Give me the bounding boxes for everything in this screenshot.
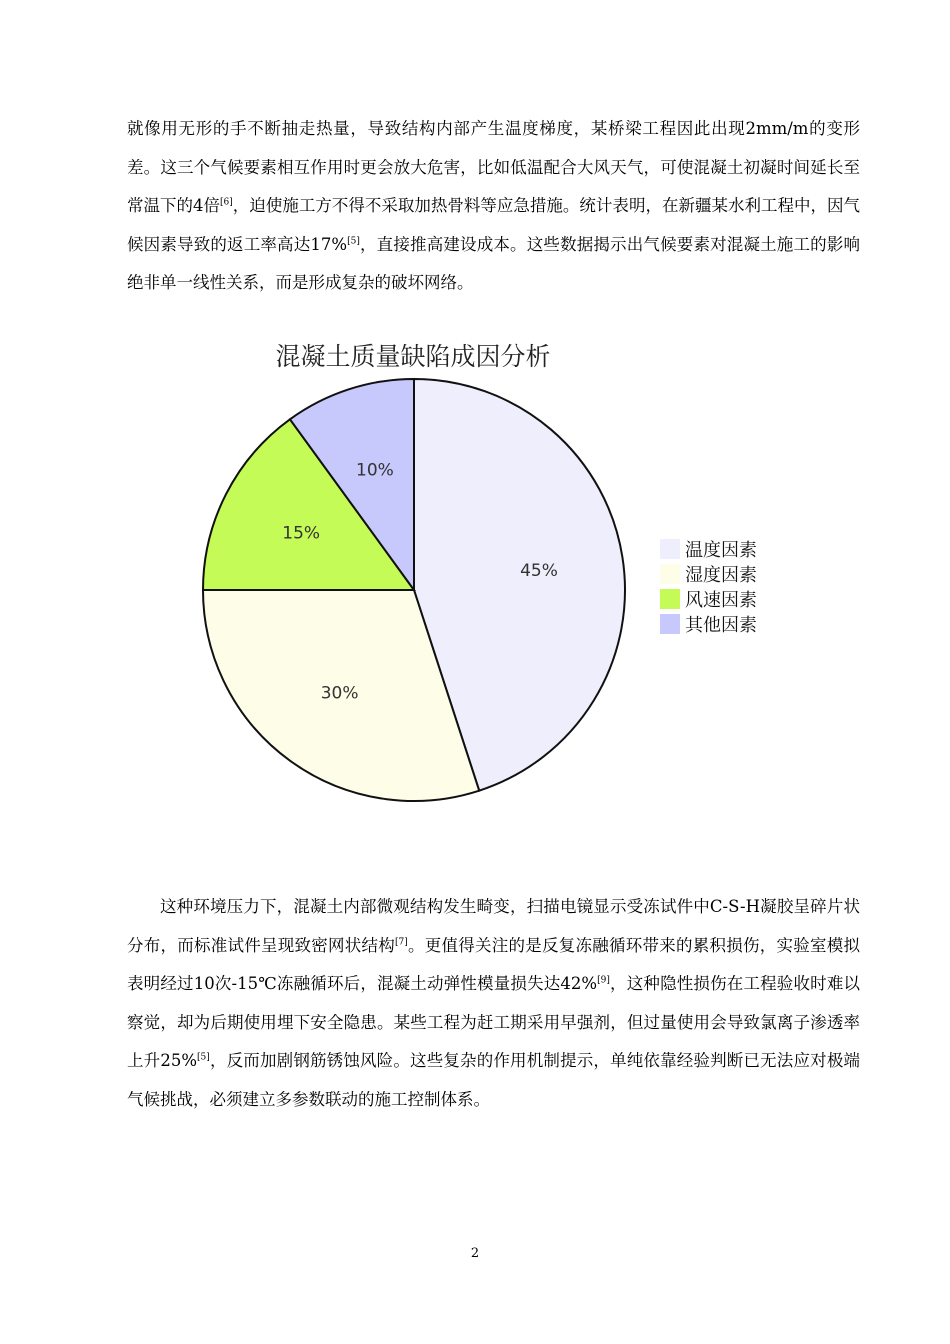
legend-swatch [660, 589, 680, 609]
citation-marker: [5] [347, 236, 360, 246]
chart-title: 混凝土质量缺陷成因分析 [275, 342, 551, 371]
paragraph-text: ，迫使施工方不得不采取加热骨料等应急措施。统计表明，在新疆某水利工程中，因气候因素导致的返工率高达17% [127, 196, 861, 254]
paragraph-text: ，这种隐性损伤在工程验收时难以察觉，却为后期使用埋下安全隐患。某些工程为赶工期采用早强剂，但过量使用会导致氯离子渗透率上升25% [127, 974, 861, 1070]
legend-label: 风速因素 [685, 590, 757, 611]
slice-value-label: 10% [356, 460, 394, 481]
pie-chart [190, 330, 790, 810]
citation-marker: [5] [197, 1052, 210, 1063]
pie-chart-figure [190, 330, 790, 810]
paragraph-text: 这种环境压力下，混凝土内部微观结构发生畸变，扫描电镜显示受冻试件中C-S-H凝胶呈碎片状分布，而标准试件呈现致密网状结构 [127, 897, 860, 955]
slice-value-label: 15% [282, 523, 321, 544]
citation-marker: [9] [597, 975, 610, 986]
paragraph-text: 就像用无形的手不断抽走热量，导致结构内部产生温度梯度，某桥梁工程因此出现2mm/m的变形差。这三个气候要素相互作用时更会放大危害，比如低温配合大风天气，可使混凝土初凝时间延长至常温下的4倍 [127, 119, 860, 215]
paragraph-text: 。更值得关注的是反复冻融循环带来的累积损伤，实验室模拟表明经过10次-15℃冻融循环后，混凝土动弹性模量损失达42% [127, 935, 860, 993]
chart-legend [660, 539, 757, 636]
paragraph-text: ，直接推高建设成本。这些数据揭示出气候要素对混凝土施工的影响绝非单一线性关系，而是形成复杂的破坏网络。 [127, 234, 860, 292]
citation-marker: [7] [395, 937, 408, 947]
legend-label: 湿度因素 [685, 565, 757, 586]
body-paragraph-1 [127, 110, 860, 303]
legend-swatch [660, 614, 680, 634]
slice-value-label: 30% [320, 683, 359, 704]
body-paragraph-2 [127, 888, 860, 1119]
legend-swatch [660, 564, 680, 584]
legend-swatch [660, 539, 680, 559]
page-number: 2 [470, 1246, 480, 1261]
slice-value-label: 45% [520, 561, 558, 582]
citation-marker: [6] [220, 197, 233, 208]
legend-label: 温度因素 [685, 540, 757, 561]
legend-label: 其他因素 [685, 615, 757, 636]
paragraph-text: ，反而加剧钢筋锈蚀风险。这些复杂的作用机制提示，单纯依靠经验判断已无法应对极端气候挑战，必须建立多参数联动的施工控制体系。 [127, 1051, 860, 1109]
